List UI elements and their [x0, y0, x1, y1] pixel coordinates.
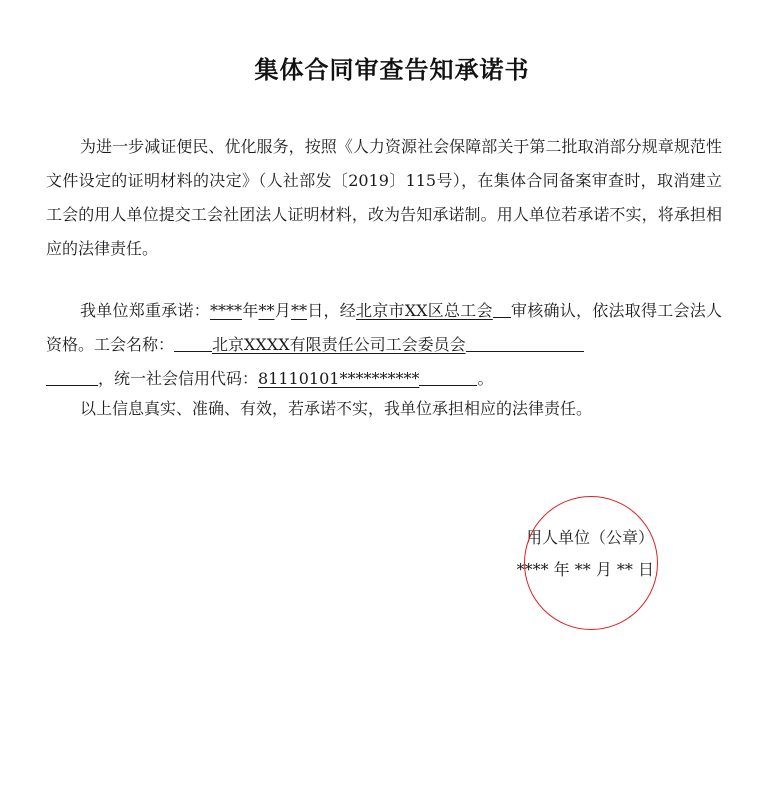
pledge-intro: 我单位郑重承诺： — [80, 301, 210, 320]
pledge-year: **** — [209, 301, 242, 320]
pledge-day: ** — [290, 301, 307, 320]
month-label: 月 — [274, 301, 291, 320]
union-name-blank-right — [466, 333, 584, 352]
intro-paragraph: 为进一步减证便民、优化服务，按照《人力资源社会保障部关于第二批取消部分规章规范性文件设定的证明材料的决定》（人社部发〔2019〕115号），在集体合同备案审查时，取消建立工会的用人单位提交工会社团法人证明材料，改为告知承诺制。用人单位若承诺不实，将承担相应的法律责任。 — [46, 137, 722, 258]
approver-blank — [493, 299, 511, 318]
union-name-blank-left — [174, 333, 212, 352]
closing-paragraph: 以上信息真实、准确、有效，若承诺不实，我单位承担相应的法律责任。 — [80, 399, 593, 418]
official-seal-circle — [524, 496, 658, 630]
credit-code-blank — [419, 367, 477, 386]
credit-code-label: ，统一社会信用代码： — [98, 369, 259, 388]
pledge-paragraph — [46, 294, 722, 396]
union-name: 北京XXXX有限责任公司工会委员会 — [212, 335, 466, 354]
credit-code: 81110101********** — [258, 369, 420, 388]
approver-name: 北京市XX区总工会 — [355, 301, 493, 320]
pledge-end: 。 — [477, 369, 494, 388]
day-label: 日，经 — [306, 301, 356, 320]
document-title: 集体合同审查告知承诺书 — [254, 56, 530, 84]
union-name-blank-continued — [46, 367, 98, 386]
signature-date: **** 年 ** 月 ** 日 — [516, 560, 654, 579]
credit-row — [46, 362, 722, 396]
year-label: 年 — [241, 301, 259, 320]
pledge-month: ** — [258, 301, 275, 320]
after-approver-text: 审核确认，依法取得工会法人资格。工会名称： — [46, 301, 722, 354]
signature-unit-label: 用人单位（公章） — [525, 528, 654, 547]
